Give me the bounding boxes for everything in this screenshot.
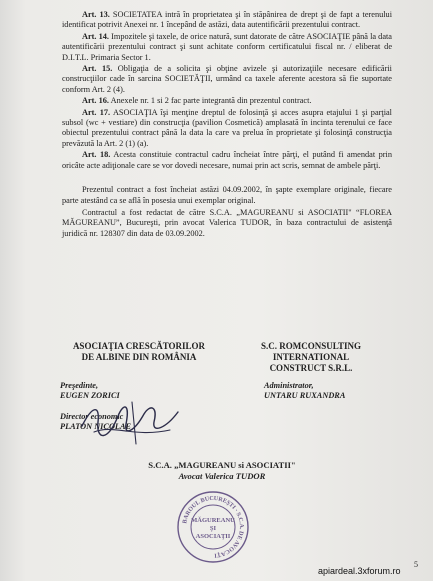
article-number: Art. 14. bbox=[82, 31, 109, 41]
article-number: Art. 15. bbox=[82, 64, 113, 74]
article-14 bbox=[62, 32, 392, 63]
law-firm-name: S.C.A. „MAGUREANU si ASOCIATII" bbox=[148, 460, 296, 470]
stamp-ring-text: BAROUL BUCUREŞTI · S.C.A. DE AVOCAŢI bbox=[182, 495, 245, 558]
article-17 bbox=[62, 108, 392, 150]
article-text: ASOCIAŢIA îşi menţine dreptul de folosinţă şi acces asupra etajului 1 şi parţial subsol (wc + vestiare) din construcţia (pavilion Cosmetică) amplasată în incinta terenului ce face obiectul prezentului contract până la data la care va prelua în proprietate şi folosinţă construcţia prevăzută la Art. 2 (1) (a). bbox=[62, 107, 392, 148]
administrator-title: Administrator, bbox=[264, 381, 314, 390]
law-firm-stamp bbox=[176, 490, 250, 564]
party-left-line2: DE ALBINE DIN ROMÂNIA bbox=[81, 352, 197, 362]
closing-section bbox=[62, 185, 392, 239]
president-title: Preşedinte, bbox=[60, 381, 99, 390]
closing-paragraph-2: Contractul a fost redactat de către S.C.A. „MAGUREANU si ASOCIATII" “FLOREA MĂGUREANU”, Bucureşti, prin avocat Valerica TUDOR, în baza contractului de asistenţă juridică nr. 128307 din data de 03.09.2002. bbox=[62, 207, 392, 238]
article-16 bbox=[62, 96, 392, 106]
administrator-name: UNTARU RUXANDRA bbox=[264, 391, 346, 400]
articles-list bbox=[62, 10, 392, 171]
article-text: SOCIETATEA intră în proprietatea şi în stăpânirea de drept şi de fapt a terenului identificat potrivit Anexei nr. 1 începând de astăzi, data autentificării prezentului contract. bbox=[62, 10, 392, 30]
party-right-line3: CONSTRUCT S.R.L. bbox=[269, 363, 353, 373]
president-name: EUGEN ZORICI bbox=[60, 391, 120, 400]
article-number: Art. 17. bbox=[82, 107, 111, 117]
party-right-block bbox=[236, 341, 386, 374]
article-18 bbox=[62, 150, 392, 171]
article-number: Art. 16. bbox=[82, 96, 109, 106]
handwritten-signature bbox=[74, 392, 184, 452]
director-title: Director economic bbox=[60, 412, 124, 421]
party-right-line1: S.C. ROMCONSULTING bbox=[261, 341, 361, 351]
article-text: Impozitele şi taxele, de orice natură, sunt datorate de către ASOCIAŢIE până la data autentificării prezentului contract şi sunt achitate conform certificatului fiscal nr. / eliberat de D.I.T.L. Primaria Sector 1. bbox=[62, 31, 392, 62]
law-firm-lawyer: Avocat Valerica TUDOR bbox=[178, 471, 266, 481]
article-13 bbox=[62, 10, 392, 31]
site-watermark: apiardeal.3xforum.ro bbox=[318, 566, 401, 576]
article-number: Art. 13. bbox=[82, 10, 110, 19]
party-left-line1: ASOCIAŢIA CRESCĂTORILOR bbox=[72, 341, 206, 351]
article-15 bbox=[62, 64, 392, 95]
stamp-center-line2: ŞI bbox=[209, 525, 217, 532]
stamp-center-line1: MĂGUREANU bbox=[191, 517, 235, 524]
director-name: PLATON NICOLAE bbox=[60, 422, 132, 431]
party-right-line2: INTERNATIONAL bbox=[272, 352, 350, 362]
party-left-block bbox=[64, 341, 214, 363]
stamp-center-line3: ASOCIAŢII bbox=[195, 533, 231, 540]
article-text: Obligaţia de a solicita şi obţine avizele şi autorizaţiile necesare edificării construcţiilor cade în sarcina SOCIETĂŢII, urmând ca taxele aferente acestora să fie suportate conform Art. 2 (4). bbox=[62, 64, 392, 94]
law-firm-block bbox=[122, 460, 322, 482]
page-number: 5 bbox=[414, 560, 418, 569]
administrator-block bbox=[264, 381, 345, 401]
contract-body bbox=[62, 10, 392, 241]
article-text: Anexele nr. 1 si 2 fac parte integrantă din prezentul contract. bbox=[110, 96, 312, 106]
closing-paragraph-1: Prezentul contract a fost încheiat astăzi 04.09.2002, în şapte exemplare originale, fiecare parte atestând ca se află în posesia unui exemplar original. bbox=[62, 185, 392, 205]
article-number: Art. 18. bbox=[82, 150, 111, 160]
article-text: Acesta constituie contractul cadru încheiat între părţi, el putând fi amendat prin oricâte acte adiţionale care se vor dovedi necesare, numai prin act scris, semnat de ambele părţi. bbox=[62, 150, 392, 170]
